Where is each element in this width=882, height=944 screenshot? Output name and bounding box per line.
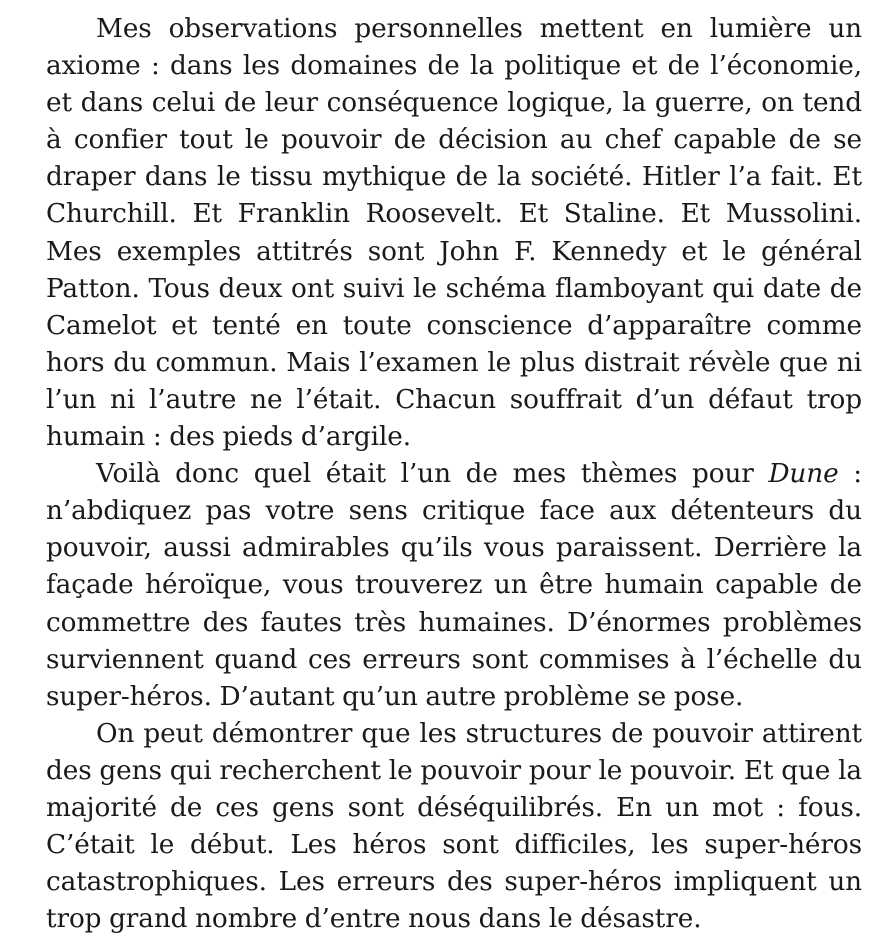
paragraph-dune-theme-body: : n’abdiquez pas votre sens critique face aux détenteurs du pouvoir, aussi admirables qu’ils vous paraissent. Derrière la façade héroïque, vous trouverez un être humain capable de commettre des fautes très humaines. D’énormes problèmes surviennent quand ces erreurs sont commises à l’échelle du super-héros. D’autant qu’un autre problème se pose. [46, 459, 863, 712]
book-title-dune: Dune [768, 459, 839, 490]
paragraph-power-structures: On peut démontrer que les structures de pouvoir attirent des gens qui recherchent le pouvoir pour le pouvoir. Et que la majorité de ces gens sont déséquilibrés. En un mot : fous. C’était le début. Les héros sont difficiles, les super-héros catastrophiques. Les erreurs des super-héros impliquent un trop grand nombre d’entre nous dans le désastre. [46, 718, 862, 935]
paragraph-power-observations: Mes observations personnelles mettent en lumière un axiome : dans les domaines de la politique et de l’économie, et dans celui de leur conséquence logique, la guerre, on tend à confier tout le pouvoir de décision au chef capable de se draper dans le tissu mythique de la société. Hitler l’a fait. Et Churchill. Et Franklin Roosevelt. Et Staline. Et Mussolini. Mes exemples attitrés sont John F. Kennedy et le général Patton. Tous deux ont suivi le schéma flamboyant qui date de Camelot et tenté en toute conscience d’apparaître comme hors du commun. Mais l’examen le plus distrait révèle que ni l’un ni l’autre ne l’était. Chacun souffrait d’un défaut trop humain : des pieds d’argile. [46, 14, 862, 453]
paragraph-dune-theme [46, 456, 862, 716]
paragraph-dune-theme-intro: Voilà donc quel était l’un de mes thèmes pour [96, 459, 769, 490]
